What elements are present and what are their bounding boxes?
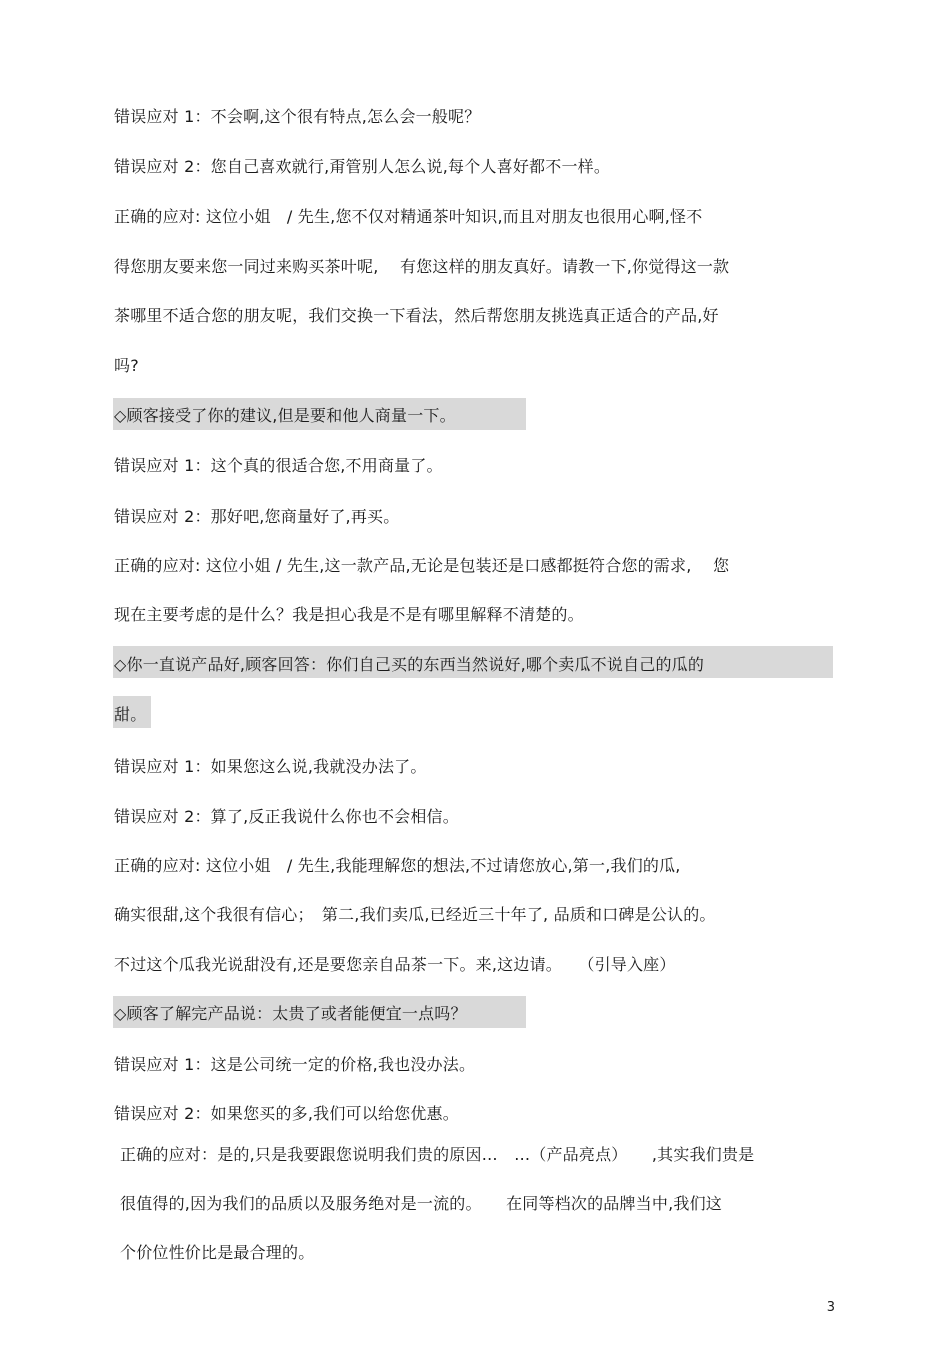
section-heading: 甜。 [114,705,147,724]
paragraph-line: 现在主要考虑的是什么？我是担心我是不是有哪里解释不清楚的。 [114,605,584,624]
paragraph-line: 错误应对 1：不会啊,这个很有特点,怎么会一般呢？ [114,107,481,126]
paragraph-line: 错误应对 1：这是公司统一定的价格,我也没办法。 [114,1055,476,1074]
section-heading: ◇顾客了解完产品说：太贵了或者能便宜一点吗？ [114,1004,467,1023]
paragraph-line: 个价位性价比是最合理的。 [120,1243,315,1262]
section-heading: ◇顾客接受了你的建议,但是要和他人商量一下。 [114,406,456,425]
paragraph-line: 错误应对 2：如果您买的多,我们可以给您优惠。 [114,1104,459,1123]
paragraph-line: 很值得的,因为我们的品质以及服务绝对是一流的。 在同等档次的品牌当中,我们这 [120,1194,722,1213]
paragraph-line: 错误应对 2：您自己喜欢就行,甭管别人怎么说,每个人喜好都不一样。 [114,157,611,176]
paragraph-line: 确实很甜,这个我很有信心； 第二,我们卖瓜,已经近三十年了, 品质和口碑是公认的。 [114,905,716,924]
paragraph-line: 正确的应对: 这位小姐 / 先生,您不仅对精通茶叶知识,而且对朋友也很用心啊,怪不 [114,207,703,226]
page-number: 3 [826,1300,835,1315]
paragraph-line: 正确的应对: 这位小姐 / 先生,我能理解您的想法,不过请您放心,第一,我们的瓜, [114,856,681,875]
paragraph-line: 得您朋友要来您一同过来购买茶叶呢, 有您这样的朋友真好。请教一下,你觉得这一款 [114,257,730,276]
paragraph-line: 不过这个瓜我光说甜没有,还是要您亲自品茶一下。来,这边请。 （引导入座） [114,955,676,974]
paragraph-line: 正确的应对: 这位小姐 / 先生,这一款产品,无论是包装还是口感都挺符合您的需求, 您 [114,556,730,575]
paragraph-line: 正确的应对：是的,只是我要跟您说明我们贵的原因… …（产品亮点） ,其实我们贵是 [120,1145,755,1164]
section-heading: ◇你一直说产品好,顾客回答：你们自己买的东西当然说好,哪个卖瓜不说自己的瓜的 [114,655,705,674]
paragraph-line: 吗? [114,356,139,375]
paragraph-line: 错误应对 1：如果您这么说,我就没办法了。 [114,757,427,776]
paragraph-line: 错误应对 1：这个真的很适合您,不用商量了。 [114,456,443,475]
paragraph-line: 茶哪里不适合您的朋友呢，我们交换一下看法，然后帮您朋友挑选真正适合的产品,好 [114,306,719,325]
paragraph-line: 错误应对 2：那好吧,您商量好了,再买。 [114,507,400,526]
paragraph-line: 错误应对 2：算了,反正我说什么你也不会相信。 [114,807,459,826]
